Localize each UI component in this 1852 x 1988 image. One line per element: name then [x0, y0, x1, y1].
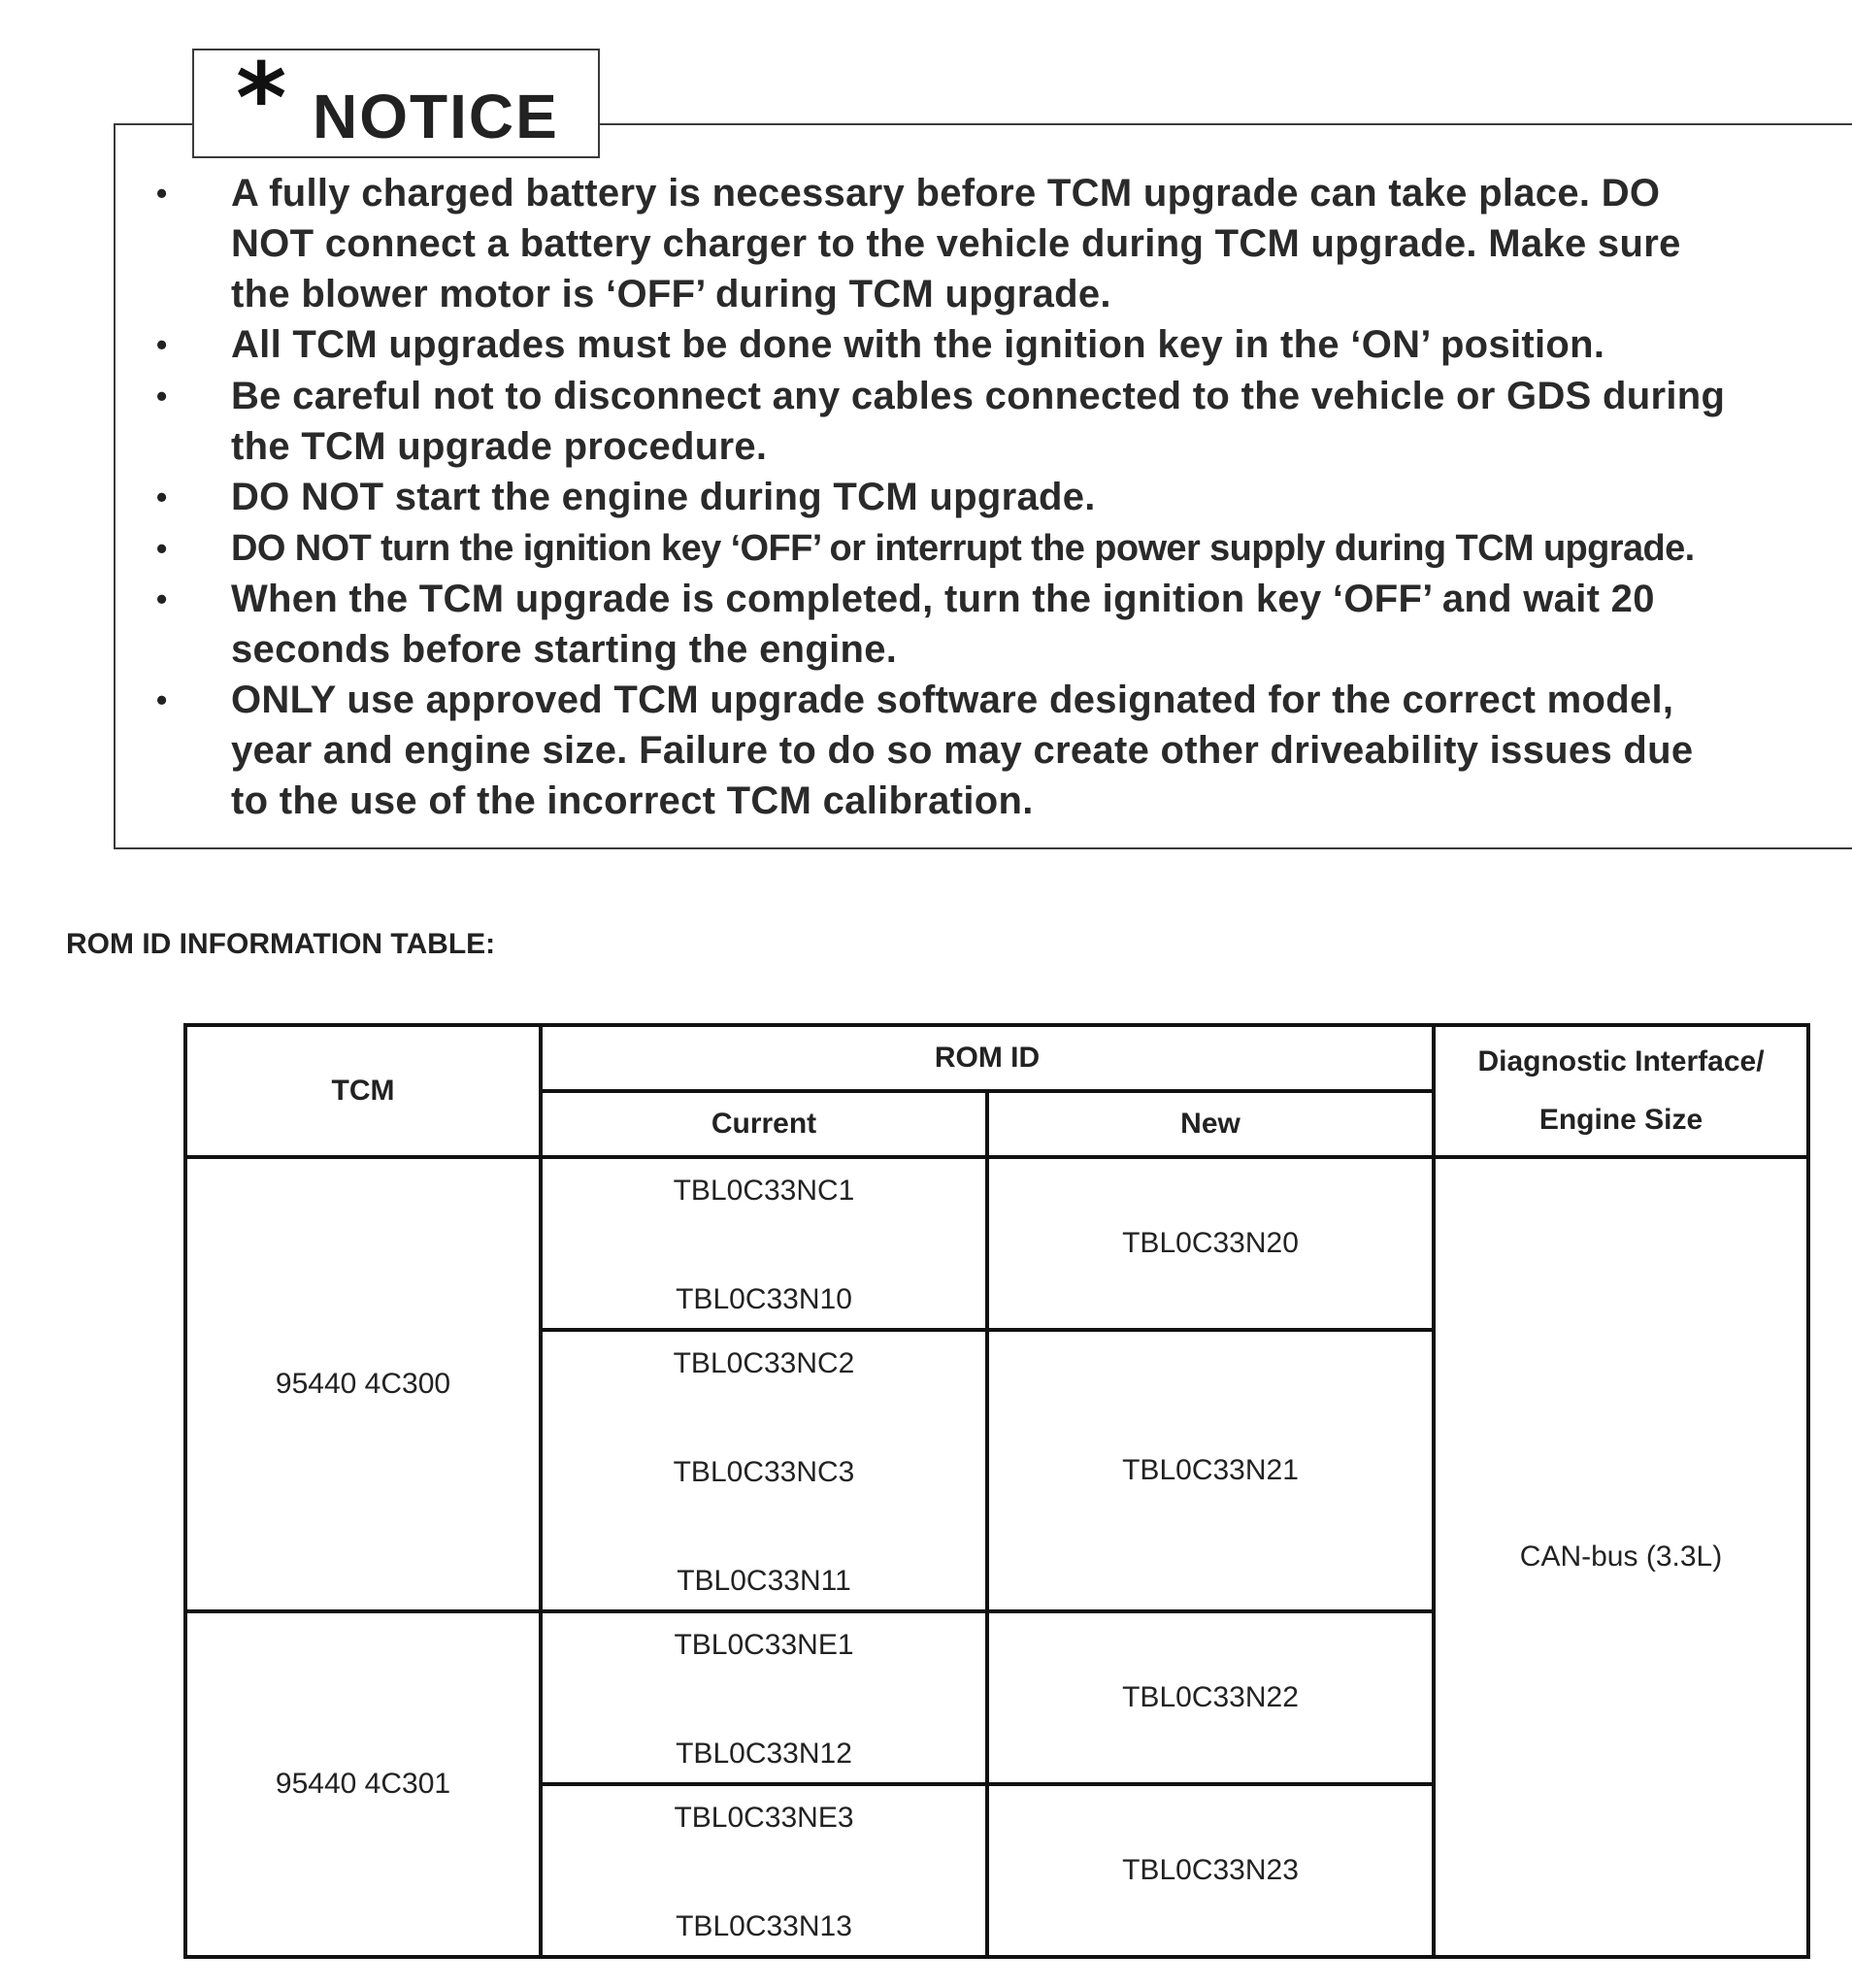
current-rom-id: TBL0C33N10 [676, 1283, 852, 1315]
bullet-icon: • [156, 176, 168, 211]
current-rom-id: TBL0C33NE3 [674, 1802, 854, 1834]
table-row [185, 1157, 1808, 1330]
asterisk-icon: * [236, 42, 287, 155]
diagnostic-interface-cell: CAN-bus (3.3L) [1434, 1157, 1808, 1957]
bullet-icon: • [156, 531, 168, 566]
header-current: Current [541, 1091, 987, 1157]
current-rom-id: TBL0C33NE1 [674, 1629, 854, 1661]
current-cell [541, 1611, 987, 1784]
header-new: New [987, 1091, 1434, 1157]
rom-id-table [183, 1023, 1810, 1959]
bullet-icon: • [156, 682, 168, 717]
current-rom-id: TBL0C33N11 [677, 1565, 851, 1597]
current-rom-id: TBL0C33N13 [676, 1910, 852, 1942]
table-caption: ROM ID INFORMATION TABLE: [66, 928, 496, 960]
header-diagnostic-interface [1434, 1025, 1808, 1157]
current-rom-id: TBL0C33NC1 [673, 1175, 855, 1207]
notice-line: ONLY use approved TCM upgrade software designated for the correct model, [231, 679, 1674, 721]
notice-line: Be careful not to disconnect any cables connected to the vehicle or GDS during [231, 375, 1726, 417]
current-cell [541, 1157, 987, 1330]
header-diag-line: Diagnostic Interface/ [1477, 1045, 1765, 1077]
current-rom-id: TBL0C33NC3 [673, 1456, 855, 1488]
notice-title: NOTICE [313, 82, 559, 151]
notice-line: NOT connect a battery charger to the vehicle during TCM upgrade. Make sure [231, 222, 1681, 265]
current-rom-id: TBL0C33NC2 [673, 1347, 855, 1379]
tcm-cell: 95440 4C301 [185, 1611, 541, 1957]
notice-line: year and engine size. Failure to do so may create other driveability issues due [231, 729, 1694, 772]
bullet-icon: • [156, 581, 168, 616]
bullet-icon: • [156, 327, 168, 362]
current-cell [541, 1784, 987, 1957]
bullet-icon: • [156, 379, 168, 414]
notice-line: seconds before starting the engine. [231, 628, 898, 671]
notice-line: the blower motor is ‘OFF’ during TCM upgrade. [231, 273, 1111, 315]
notice-line: the TCM upgrade procedure. [231, 425, 768, 468]
notice-line: DO NOT turn the ignition key ‘OFF’ or interrupt the power supply during TCM upgrade. [231, 528, 1695, 569]
header-diag-line: Engine Size [1538, 1104, 1703, 1136]
new-cell: TBL0C33N23 [987, 1784, 1434, 1957]
header-rom-id: ROM ID [541, 1025, 1434, 1091]
tcm-cell: 95440 4C300 [185, 1157, 541, 1611]
notice-line: When the TCM upgrade is completed, turn the ignition key ‘OFF’ and wait 20 [231, 578, 1655, 620]
current-cell [541, 1330, 987, 1611]
notice-line: to the use of the incorrect TCM calibration. [231, 779, 1034, 822]
new-cell: TBL0C33N20 [987, 1157, 1434, 1330]
notice-line: A fully charged battery is necessary before TCM upgrade can take place. DO [231, 172, 1661, 215]
bullet-icon: • [156, 480, 168, 514]
notice-line: DO NOT start the engine during TCM upgrade. [231, 476, 1096, 518]
notice-line: All TCM upgrades must be done with the ignition key in the ‘ON’ position. [231, 323, 1605, 366]
current-rom-id: TBL0C33N12 [676, 1738, 852, 1770]
new-cell: TBL0C33N21 [987, 1330, 1434, 1611]
new-cell: TBL0C33N22 [987, 1611, 1434, 1784]
header-tcm: TCM [185, 1025, 541, 1157]
